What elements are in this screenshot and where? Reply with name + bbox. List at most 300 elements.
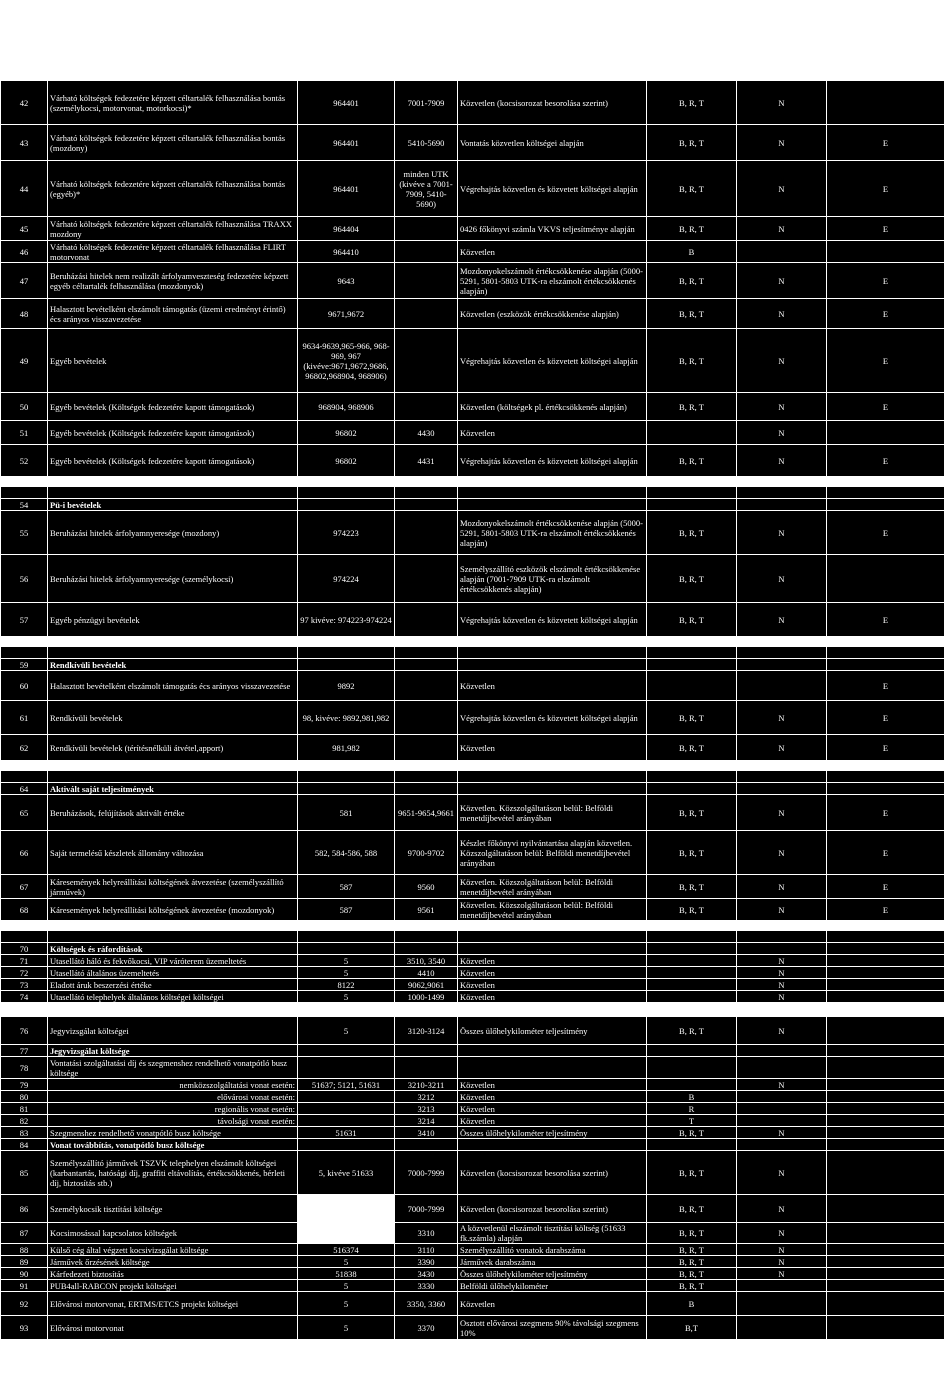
utk-code — [395, 671, 458, 701]
table-row — [1, 1195, 945, 1223]
row-number: 66 — [1, 831, 48, 875]
e-flag — [827, 1151, 945, 1195]
spacer-row — [1, 487, 945, 499]
row-number: 46 — [1, 241, 48, 263]
row-description: Költségek és ráfordítások — [48, 943, 298, 955]
empty-cell — [737, 1003, 827, 1017]
account-number: 5 — [298, 1256, 395, 1268]
empty-cell — [298, 761, 395, 771]
utk-code: 3390 — [395, 1256, 458, 1268]
row-number: 81 — [1, 1103, 48, 1115]
segment-flags: B — [647, 241, 737, 263]
allocation-key: Belföldi ülőhelykilométer — [458, 1280, 647, 1292]
e-flag — [827, 1195, 945, 1223]
row-number: 60 — [1, 671, 48, 701]
service-flag: N — [737, 1195, 827, 1223]
table-row — [1, 1057, 945, 1079]
utk-code: 3430 — [395, 1268, 458, 1280]
segment-flags — [647, 967, 737, 979]
utk-code: 4430 — [395, 421, 458, 445]
utk-code — [395, 499, 458, 511]
empty-cell — [48, 647, 298, 659]
row-description: Beruházási hitelek árfolyamnyeresége (személykocsi) — [48, 555, 298, 603]
row-number: 50 — [1, 393, 48, 421]
account-number: 5, kivéve 51633 — [298, 1151, 395, 1195]
service-flag: N — [737, 1244, 827, 1256]
empty-cell — [737, 771, 827, 783]
allocation-key: Közvetlen — [458, 955, 647, 967]
utk-code: 9700-9702 — [395, 831, 458, 875]
empty-cell — [827, 931, 945, 943]
account-number: 51631 — [298, 1127, 395, 1139]
table-row — [1, 659, 945, 671]
table-row — [1, 967, 945, 979]
row-description: Egyéb bevételek — [48, 329, 298, 393]
service-flag — [737, 1115, 827, 1127]
row-number: 72 — [1, 967, 48, 979]
empty-cell — [458, 487, 647, 499]
allocation-key: Személyszállító vonatok darabszáma — [458, 1244, 647, 1256]
account-number — [298, 1139, 395, 1151]
e-flag: E — [827, 735, 945, 761]
utk-code — [395, 783, 458, 795]
row-description: Kárfedezeti biztosítás — [48, 1268, 298, 1280]
e-flag — [827, 1115, 945, 1127]
row-description: Egyéb bevételek (Költségek fedezetére kapott támogatások) — [48, 421, 298, 445]
account-number: 581 — [298, 795, 395, 831]
service-flag — [737, 1057, 827, 1079]
empty-cell — [737, 477, 827, 487]
empty-cell — [1, 487, 48, 499]
service-flag: N — [737, 795, 827, 831]
table-row — [1, 299, 945, 329]
empty-cell — [298, 647, 395, 659]
row-description: Halasztott bevételként elszámolt támogatás (üzemi eredményt érintő) écs arányos visszavezetése — [48, 299, 298, 329]
allocation-key: Közvetlen — [458, 967, 647, 979]
row-number: 61 — [1, 701, 48, 735]
account-number: 964401 — [298, 161, 395, 217]
segment-flags — [647, 659, 737, 671]
table-row — [1, 1045, 945, 1057]
empty-cell — [1, 1003, 48, 1017]
spacer-row — [1, 931, 945, 943]
service-flag: N — [737, 161, 827, 217]
e-flag — [827, 1244, 945, 1256]
account-number: 5 — [298, 955, 395, 967]
row-description: Jegyvizsgálat költsége — [48, 1045, 298, 1057]
segment-flags: T — [647, 1115, 737, 1127]
row-description: Várható költségek fedezetére képzett céltartalék felhasználása bontás (személykocsi, motorvonat, motorkocsi)* — [48, 81, 298, 125]
allocation-key: Közvetlen — [458, 1292, 647, 1316]
segment-flags: B, R, T — [647, 445, 737, 477]
allocation-key: Közvetlen (kocsisorozat besorolása szerint) — [458, 81, 647, 125]
account-number: 97 kivéve: 974223-974224 — [298, 603, 395, 637]
empty-cell — [48, 761, 298, 771]
empty-cell — [737, 637, 827, 647]
segment-flags — [647, 421, 737, 445]
service-flag: N — [737, 511, 827, 555]
allocation-key: Közvetlen. Közszolgáltatáson belül: Belföldi menetdíjbevétel arányában — [458, 875, 647, 899]
segment-flags: B, R, T — [647, 1017, 737, 1045]
e-flag — [827, 555, 945, 603]
table-row — [1, 161, 945, 217]
utk-code: minden UTK (kivéve a 7001-7909, 5410-5690) — [395, 161, 458, 217]
account-number: 974223 — [298, 511, 395, 555]
allocation-key: Közvetlen — [458, 1091, 647, 1103]
allocation-key — [458, 499, 647, 511]
row-number: 52 — [1, 445, 48, 477]
empty-cell — [48, 637, 298, 647]
segment-flags: B, R, T — [647, 1223, 737, 1244]
e-flag — [827, 81, 945, 125]
empty-cell — [827, 921, 945, 931]
row-number: 85 — [1, 1151, 48, 1195]
allocation-key: Osztott elővárosi szegmens 90% távolsági szegmens 10% — [458, 1316, 647, 1340]
account-number: 5 — [298, 1316, 395, 1340]
e-flag: E — [827, 393, 945, 421]
service-flag: N — [737, 125, 827, 161]
row-description: elővárosi vonat esetén: — [48, 1091, 298, 1103]
segment-flags: B, R, T — [647, 899, 737, 921]
table-row — [1, 783, 945, 795]
service-flag: N — [737, 329, 827, 393]
allocation-key: Végrehajtás közvetlen és közvetett költségei alapján — [458, 329, 647, 393]
segment-flags: B, R, T — [647, 125, 737, 161]
row-description: Külső cég által végzett kocsivizsgálat költsége — [48, 1244, 298, 1256]
account-number — [298, 943, 395, 955]
utk-code — [395, 217, 458, 241]
table-row — [1, 393, 945, 421]
row-description: Utasellátó általános üzemeltetés — [48, 967, 298, 979]
e-flag: E — [827, 161, 945, 217]
account-number: 96802 — [298, 421, 395, 445]
empty-cell — [298, 477, 395, 487]
utk-code — [395, 263, 458, 299]
service-flag: N — [737, 81, 827, 125]
empty-cell — [395, 1003, 458, 1017]
table-row — [1, 1244, 945, 1256]
allocation-key: Közvetlen. Közszolgáltatáson belül: Belföldi menetdíjbevétel arányában — [458, 899, 647, 921]
utk-code: 7001-7909 — [395, 81, 458, 125]
row-description: Saját termelésű készletek állomány változása — [48, 831, 298, 875]
empty-cell — [395, 637, 458, 647]
table-row — [1, 1079, 945, 1091]
empty-cell — [48, 921, 298, 931]
service-flag: N — [737, 1151, 827, 1195]
service-flag — [737, 1280, 827, 1292]
e-flag — [827, 241, 945, 263]
row-description: Beruházási hitelek árfolyamnyeresége (mozdony) — [48, 511, 298, 555]
allocation-key: Közvetlen — [458, 421, 647, 445]
e-flag — [827, 1256, 945, 1268]
utk-code: 3370 — [395, 1316, 458, 1340]
empty-cell — [395, 487, 458, 499]
row-number: 88 — [1, 1244, 48, 1256]
utk-code: 3310 — [395, 1223, 458, 1244]
table-row — [1, 555, 945, 603]
service-flag: N — [737, 831, 827, 875]
allocation-key: Járművek darabszáma — [458, 1256, 647, 1268]
service-flag: N — [737, 421, 827, 445]
allocation-key: Közvetlen (eszközök értékcsökkenése alapján) — [458, 299, 647, 329]
allocation-key: Összes ülőhelykilométer teljesítmény — [458, 1268, 647, 1280]
row-description: Kocsimosással kapcsolatos költségek — [48, 1223, 298, 1244]
table-row — [1, 217, 945, 241]
row-description: Szegmenshez rendelhető vonatpótló busz költsége — [48, 1127, 298, 1139]
e-flag — [827, 1223, 945, 1244]
account-number: 5 — [298, 1017, 395, 1045]
row-description: Járművek őrzésének költsége — [48, 1256, 298, 1268]
row-description: Elővárosi motorvonat, ERTMS/ETCS projekt költségei — [48, 1292, 298, 1316]
row-number: 42 — [1, 81, 48, 125]
table-row — [1, 831, 945, 875]
e-flag: E — [827, 263, 945, 299]
row-number: 77 — [1, 1045, 48, 1057]
empty-cell — [1, 931, 48, 943]
service-flag: N — [737, 1017, 827, 1045]
e-flag: E — [827, 511, 945, 555]
table-row — [1, 1268, 945, 1280]
row-number: 79 — [1, 1079, 48, 1091]
row-description: Várható költségek fedezetére képzett céltartalék felhasználása TRAXX mozdony — [48, 217, 298, 241]
service-flag: N — [737, 899, 827, 921]
account-number: 964401 — [298, 125, 395, 161]
account-number — [298, 783, 395, 795]
e-flag — [827, 1017, 945, 1045]
table-row — [1, 603, 945, 637]
allocation-key: Közvetlen (költségek pl. értékcsökkenés alapján) — [458, 393, 647, 421]
allocation-key — [458, 1057, 647, 1079]
service-flag — [737, 943, 827, 955]
allocation-key — [458, 1139, 647, 1151]
utk-code: 4410 — [395, 967, 458, 979]
empty-cell — [647, 931, 737, 943]
segment-flags: B, R, T — [647, 161, 737, 217]
empty-cell — [827, 487, 945, 499]
utk-code — [395, 659, 458, 671]
segment-flags: B, R, T — [647, 831, 737, 875]
utk-code — [395, 701, 458, 735]
row-number: 76 — [1, 1017, 48, 1045]
service-flag: N — [737, 701, 827, 735]
table-row — [1, 1256, 945, 1268]
allocation-key — [458, 659, 647, 671]
allocation-key: Végrehajtás közvetlen és közvetett költségei alapján — [458, 161, 647, 217]
table-row — [1, 1139, 945, 1151]
allocation-key: Közvetlen — [458, 671, 647, 701]
empty-cell — [48, 931, 298, 943]
segment-flags: B, R, T — [647, 701, 737, 735]
segment-flags — [647, 1079, 737, 1091]
allocation-key: Közvetlen. Közszolgáltatáson belül: Belföldi menetdíjbevétel arányában — [458, 795, 647, 831]
table-row — [1, 329, 945, 393]
segment-flags: B, R, T — [647, 1280, 737, 1292]
e-flag — [827, 1127, 945, 1139]
empty-cell — [48, 487, 298, 499]
allocation-key: Közvetlen — [458, 241, 647, 263]
table-row — [1, 1091, 945, 1103]
service-flag: N — [737, 955, 827, 967]
row-number: 92 — [1, 1292, 48, 1316]
service-flag: N — [737, 1268, 827, 1280]
allocation-key — [458, 783, 647, 795]
allocation-key: Összes ülőhelykilométer teljesítmény — [458, 1127, 647, 1139]
account-number — [298, 499, 395, 511]
service-flag: N — [737, 991, 827, 1003]
empty-cell — [48, 1003, 298, 1017]
empty-cell — [395, 771, 458, 783]
empty-cell — [395, 921, 458, 931]
row-description: Várható költségek fedezetére képzett céltartalék felhasználása FLIRT motorvonat — [48, 241, 298, 263]
row-description: Személyszállító járművek TSZVK telephelyen elszámolt költségei (karbantartás, hatósági díj, graffiti eltávolítás, értékcsökkenés, bérleti díj, biztosítás stb.) — [48, 1151, 298, 1195]
row-description: Rendkívüli bevételek — [48, 701, 298, 735]
e-flag — [827, 1139, 945, 1151]
empty-cell — [737, 487, 827, 499]
allocation-key: Közvetlen — [458, 1115, 647, 1127]
e-flag: E — [827, 795, 945, 831]
utk-code — [395, 241, 458, 263]
row-description: Utasellátó telephelyek általános költségei költségei — [48, 991, 298, 1003]
service-flag — [737, 659, 827, 671]
utk-code — [395, 943, 458, 955]
allocation-key: Végrehajtás közvetlen és közvetett költségei alapján — [458, 445, 647, 477]
row-description: Pü-i bevételek — [48, 499, 298, 511]
e-flag — [827, 1091, 945, 1103]
utk-code: 9560 — [395, 875, 458, 899]
row-description: Aktivált saját teljesítmények — [48, 783, 298, 795]
e-flag — [827, 1045, 945, 1057]
row-number: 57 — [1, 603, 48, 637]
e-flag — [827, 943, 945, 955]
empty-cell — [458, 931, 647, 943]
service-flag — [737, 1103, 827, 1115]
account-number: 9634-9639,965-966, 968-969, 967 (kivéve:9671,9672,9686, 96802,968904, 968906) — [298, 329, 395, 393]
utk-code — [395, 555, 458, 603]
e-flag — [827, 1268, 945, 1280]
empty-cell — [1, 771, 48, 783]
e-flag — [827, 1103, 945, 1115]
table-row — [1, 1280, 945, 1292]
segment-flags: B, R, T — [647, 263, 737, 299]
allocation-key — [458, 1045, 647, 1057]
table-row — [1, 955, 945, 967]
row-number: 73 — [1, 979, 48, 991]
row-number: 93 — [1, 1316, 48, 1340]
segment-flags: B, R, T — [647, 1244, 737, 1256]
table-row — [1, 735, 945, 761]
allocation-key: Vontatás közvetlen költségei alapján — [458, 125, 647, 161]
segment-flags: B, R, T — [647, 217, 737, 241]
empty-cell — [395, 477, 458, 487]
e-flag: E — [827, 603, 945, 637]
allocation-key — [458, 943, 647, 955]
empty-cell — [647, 487, 737, 499]
service-flag — [737, 671, 827, 701]
account-number: 96802 — [298, 445, 395, 477]
table-row — [1, 991, 945, 1003]
service-flag: N — [737, 393, 827, 421]
account-number: 964404 — [298, 217, 395, 241]
table-row — [1, 499, 945, 511]
service-flag — [737, 1139, 827, 1151]
e-flag — [827, 955, 945, 967]
empty-cell — [395, 931, 458, 943]
row-description: távolsági vonat esetén: — [48, 1115, 298, 1127]
segment-flags — [647, 991, 737, 1003]
table-row — [1, 795, 945, 831]
account-number: 516374 — [298, 1244, 395, 1256]
segment-flags: B, R, T — [647, 511, 737, 555]
row-number: 82 — [1, 1115, 48, 1127]
table-row — [1, 1223, 945, 1244]
account-number: 5 — [298, 1292, 395, 1316]
row-number: 70 — [1, 943, 48, 955]
row-number: 80 — [1, 1091, 48, 1103]
segment-flags — [647, 1057, 737, 1079]
row-number: 43 — [1, 125, 48, 161]
utk-code: 9651-9654,9661 — [395, 795, 458, 831]
table-row — [1, 241, 945, 263]
row-number: 87 — [1, 1223, 48, 1244]
allocation-key: 0426 főkönyvi számla VKVS teljesítménye alapján — [458, 217, 647, 241]
table-row — [1, 445, 945, 477]
row-number: 51 — [1, 421, 48, 445]
spacer-row — [1, 771, 945, 783]
spacer-row — [1, 1003, 945, 1017]
utk-code — [395, 393, 458, 421]
row-number: 59 — [1, 659, 48, 671]
empty-cell — [458, 761, 647, 771]
row-number: 84 — [1, 1139, 48, 1151]
cost-allocation-table — [0, 80, 945, 1340]
spacer-row — [1, 477, 945, 487]
allocation-key: Személyszállító eszközök elszámolt értékcsökkenése alapján (7001-7909 UTK-ra elszámolt értékcsökkenés alapján) — [458, 555, 647, 603]
account-number — [298, 659, 395, 671]
utk-code: 3350, 3360 — [395, 1292, 458, 1316]
segment-flags — [647, 783, 737, 795]
segment-flags: B — [647, 1091, 737, 1103]
account-number: 981,982 — [298, 735, 395, 761]
row-number: 49 — [1, 329, 48, 393]
empty-cell — [48, 771, 298, 783]
row-description: Káresemények helyreállítási költségének átvezetése (személyszállító járművek) — [48, 875, 298, 899]
row-description: Egyéb pénzügyi bevételek — [48, 603, 298, 637]
allocation-key: A közvetlenül elszámolt tisztítási költség (51633 fk.számla) alapján — [458, 1223, 647, 1244]
empty-cell — [458, 1003, 647, 1017]
row-number: 45 — [1, 217, 48, 241]
e-flag — [827, 1292, 945, 1316]
allocation-key: Közvetlen (kocsisorozat besorolása szerint) — [458, 1195, 647, 1223]
utk-code — [395, 299, 458, 329]
e-flag — [827, 499, 945, 511]
segment-flags: B, R, T — [647, 603, 737, 637]
empty-cell — [737, 647, 827, 659]
service-flag: N — [737, 1256, 827, 1268]
empty-cell — [647, 761, 737, 771]
empty-cell — [458, 921, 647, 931]
segment-flags: B, R, T — [647, 1151, 737, 1195]
utk-code — [395, 735, 458, 761]
row-description: Halasztott bevételként elszámolt támogatás écs arányos visszavezetése — [48, 671, 298, 701]
e-flag: E — [827, 445, 945, 477]
row-number: 71 — [1, 955, 48, 967]
row-number: 68 — [1, 899, 48, 921]
empty-cell — [737, 921, 827, 931]
table-row — [1, 1151, 945, 1195]
table-row — [1, 263, 945, 299]
e-flag: E — [827, 701, 945, 735]
account-number: 587 — [298, 875, 395, 899]
